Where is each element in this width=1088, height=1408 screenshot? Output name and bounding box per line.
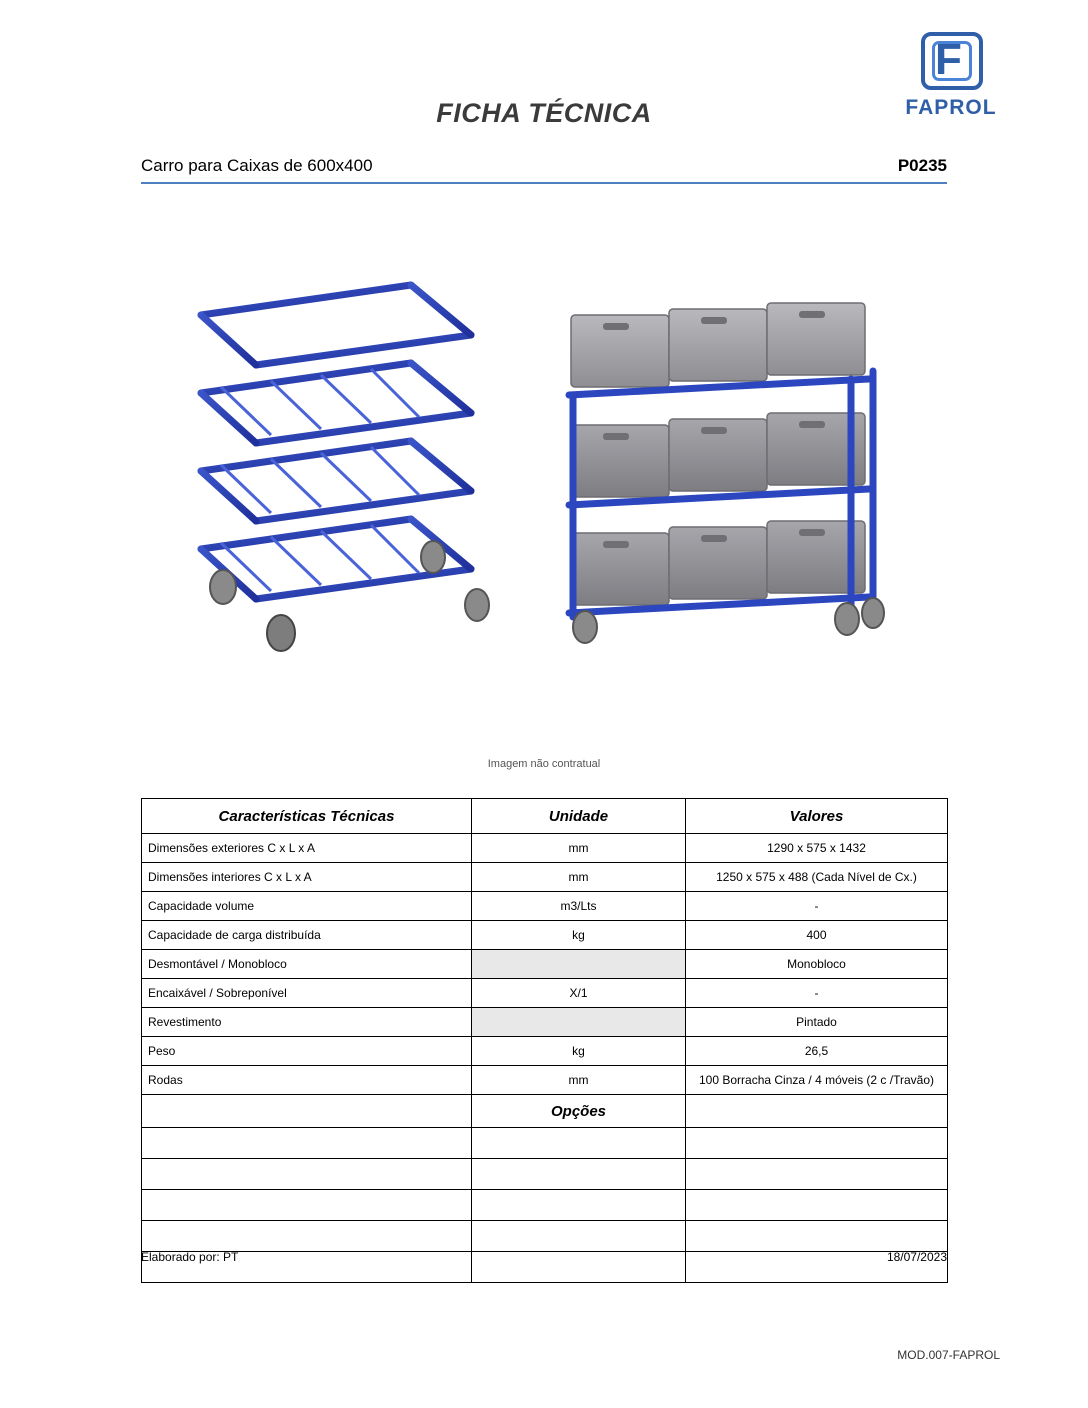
logo-letter: F [935,35,962,84]
feature-label: Capacidade volume [142,892,472,921]
cart-frame-illustration [161,275,521,675]
option-row [142,1159,948,1190]
specifications-table [141,798,948,1283]
table-row [142,921,948,950]
feature-unit [472,950,686,979]
feature-unit: mm [472,863,686,892]
header-values: Valores [686,799,948,834]
logo-mark-icon [913,32,989,98]
product-code: P0235 [897,156,947,175]
table-row [142,834,948,863]
feature-label: Rodas [142,1066,472,1095]
options-header-row [142,1095,948,1128]
option-feature-cell [142,1128,472,1159]
logo-wordmark: FAPROL [905,96,997,119]
feature-unit: X/1 [472,979,686,1008]
feature-value: - [686,892,948,921]
option-unit-cell [472,1128,686,1159]
document-date: 18/07/2023 [886,1250,947,1264]
table-body [142,799,948,1283]
product-image-frame-left [161,275,521,675]
prepared-by: Elaborado por: PT [141,1250,239,1264]
option-feature-cell [142,1159,472,1190]
option-unit-cell [472,1159,686,1190]
feature-value: Monobloco [686,950,948,979]
table-row [142,863,948,892]
option-value-cell [686,1221,948,1252]
image-caption: Imagem não contratual [487,758,601,770]
option-value-cell [686,1128,948,1159]
option-unit-cell [472,1190,686,1221]
feature-label: Encaixável / Sobreponível [142,979,472,1008]
feature-value: 400 [686,921,948,950]
feature-unit: kg [472,1037,686,1066]
table-row [142,1037,948,1066]
feature-label: Dimensões interiores C x L x A [142,863,472,892]
feature-unit: mm [472,1066,686,1095]
option-unit-cell [472,1221,686,1252]
product-images [141,275,947,675]
product-name: Carro para Caixas de 600x400 [141,156,373,175]
table-row [142,1008,948,1037]
option-feature-cell [142,1221,472,1252]
product-image-frame-right [551,275,931,675]
table-header-row [142,799,948,834]
feature-unit [472,1008,686,1037]
header-unit: Unidade [472,799,686,834]
table-row [142,950,948,979]
option-row [142,1221,948,1252]
option-feature-cell [142,1190,472,1221]
document-footer [141,1250,947,1264]
options-left-cell [142,1095,472,1128]
option-row [142,1190,948,1221]
feature-label: Dimensões exteriores C x L x A [142,834,472,863]
table-row [142,979,948,1008]
feature-value: 100 Borracha Cinza / 4 móveis (2 c /Travão) [686,1066,948,1095]
option-row [142,1128,948,1159]
options-label: Opções [472,1095,686,1128]
cart-with-boxes-illustration [551,275,931,675]
feature-value: 1250 x 575 x 488 (Cada Nível de Cx.) [686,863,948,892]
options-right-cell [686,1095,948,1128]
feature-label: Revestimento [142,1008,472,1037]
header-features: Características Técnicas [142,799,472,834]
feature-unit: kg [472,921,686,950]
feature-label: Desmontável / Monobloco [142,950,472,979]
feature-value: 26,5 [686,1037,948,1066]
table-row [142,1066,948,1095]
product-header [141,156,947,184]
option-value-cell [686,1190,948,1221]
feature-value: - [686,979,948,1008]
feature-value: Pintado [686,1008,948,1037]
feature-label: Peso [142,1037,472,1066]
feature-label: Capacidade de carga distribuída [142,921,472,950]
page-title: FICHA TÉCNICA [436,98,652,128]
option-value-cell [686,1159,948,1190]
feature-unit: m3/Lts [472,892,686,921]
document-reference: MOD.007-FAPROL [897,1348,1000,1362]
feature-value: 1290 x 575 x 1432 [686,834,948,863]
table-row [142,892,948,921]
feature-unit: mm [472,834,686,863]
